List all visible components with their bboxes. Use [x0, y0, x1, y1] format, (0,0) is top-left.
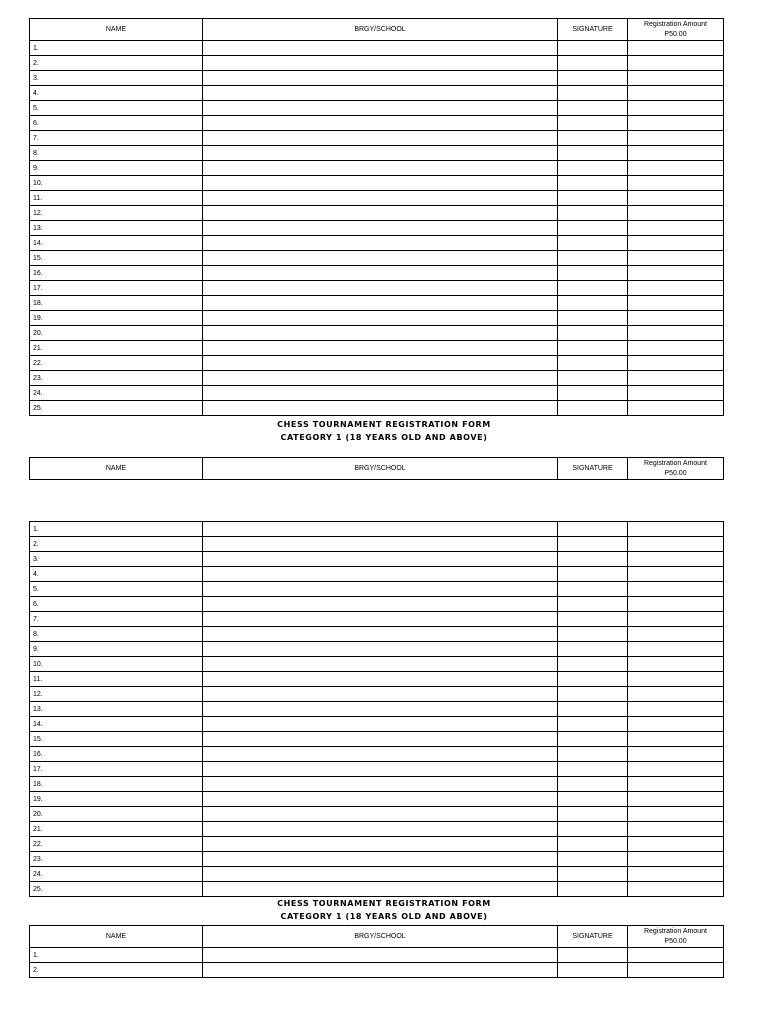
table-header — [30, 926, 724, 948]
brgy-column-header: BRGY/SCHOOL — [203, 458, 558, 480]
registration-amount-cell — [628, 341, 724, 356]
signature-cell — [558, 948, 628, 963]
brgy-school-cell — [203, 948, 558, 963]
registration-amount-cell — [628, 567, 724, 582]
amount-column-header — [628, 458, 724, 480]
brgy-school-cell — [203, 71, 558, 86]
table-row — [30, 948, 724, 963]
signature-cell — [558, 131, 628, 146]
table-row — [30, 56, 724, 71]
brgy-school-cell — [203, 131, 558, 146]
registration-amount-cell — [628, 101, 724, 116]
table-row — [30, 963, 724, 978]
row-number-cell: 18. — [30, 296, 203, 311]
brgy-column-header: BRGY/SCHOOL — [203, 19, 558, 41]
signature-cell — [558, 582, 628, 597]
brgy-school-cell — [203, 747, 558, 762]
table-row — [30, 386, 724, 401]
row-number-cell: 20. — [30, 326, 203, 341]
brgy-school-cell — [203, 341, 558, 356]
registration-amount-cell — [628, 71, 724, 86]
signature-cell — [558, 762, 628, 777]
row-number-cell: 19. — [30, 792, 203, 807]
registration-amount-cell — [628, 882, 724, 897]
row-number-cell: 5. — [30, 101, 203, 116]
signature-cell — [558, 882, 628, 897]
registration-amount-cell — [628, 657, 724, 672]
table-row — [30, 522, 724, 537]
row-number-cell: 14. — [30, 236, 203, 251]
table-row — [30, 852, 724, 867]
registration-amount-cell — [628, 762, 724, 777]
table-row — [30, 401, 724, 416]
signature-cell — [558, 792, 628, 807]
brgy-school-cell — [203, 236, 558, 251]
table-row — [30, 732, 724, 747]
form-title: CHESS TOURNAMENT REGISTRATION FORM — [277, 420, 491, 429]
signature-cell — [558, 101, 628, 116]
row-number-cell: 4. — [30, 86, 203, 101]
table-row — [30, 101, 724, 116]
brgy-school-cell — [203, 963, 558, 978]
amount-column-header — [628, 926, 724, 948]
signature-cell — [558, 963, 628, 978]
signature-cell — [558, 371, 628, 386]
signature-cell — [558, 777, 628, 792]
signature-cell — [558, 657, 628, 672]
brgy-school-cell — [203, 702, 558, 717]
table-header — [30, 458, 724, 480]
row-number-cell: 5. — [30, 582, 203, 597]
table-row — [30, 71, 724, 86]
signature-cell — [558, 567, 628, 582]
brgy-school-cell — [203, 116, 558, 131]
row-number-cell: 1. — [30, 948, 203, 963]
signature-column-header: SIGNATURE — [558, 19, 628, 41]
row-number-cell: 8. — [30, 146, 203, 161]
registration-table-1 — [29, 18, 724, 416]
row-number-cell: 23. — [30, 371, 203, 386]
table-row — [30, 251, 724, 266]
table-row — [30, 236, 724, 251]
row-number-cell: 15. — [30, 732, 203, 747]
signature-cell — [558, 552, 628, 567]
registration-amount-cell — [628, 56, 724, 71]
name-column-header: NAME — [30, 926, 203, 948]
brgy-school-cell — [203, 86, 558, 101]
signature-cell — [558, 221, 628, 236]
table-row — [30, 642, 724, 657]
signature-cell — [558, 251, 628, 266]
row-number-cell: 13. — [30, 221, 203, 236]
row-number-cell: 19. — [30, 311, 203, 326]
table-row — [30, 582, 724, 597]
row-number-cell: 11. — [30, 672, 203, 687]
table-row — [30, 552, 724, 567]
signature-cell — [558, 672, 628, 687]
table-row — [30, 326, 724, 341]
table-row — [30, 161, 724, 176]
table-header — [30, 19, 724, 41]
registration-amount-cell — [628, 206, 724, 221]
brgy-school-cell — [203, 146, 558, 161]
registration-table-3 — [29, 925, 724, 978]
row-number-cell: 9. — [30, 642, 203, 657]
signature-cell — [558, 341, 628, 356]
signature-cell — [558, 837, 628, 852]
signature-cell — [558, 822, 628, 837]
row-number-cell: 23. — [30, 852, 203, 867]
row-number-cell: 20. — [30, 807, 203, 822]
row-number-cell: 6. — [30, 116, 203, 131]
registration-amount-cell — [628, 86, 724, 101]
row-number-cell: 2. — [30, 56, 203, 71]
signature-cell — [558, 747, 628, 762]
registration-amount-cell — [628, 236, 724, 251]
signature-cell — [558, 386, 628, 401]
amount-header-label: Registration Amount — [643, 21, 708, 29]
registration-amount-cell — [628, 732, 724, 747]
signature-cell — [558, 867, 628, 882]
amount-header-value: P50.00 — [664, 30, 687, 38]
brgy-school-cell — [203, 732, 558, 747]
brgy-school-cell — [203, 582, 558, 597]
row-number-cell: 22. — [30, 356, 203, 371]
brgy-school-cell — [203, 522, 558, 537]
amount-header-label: Registration Amount — [643, 460, 708, 468]
amount-column-header — [628, 19, 724, 41]
brgy-school-cell — [203, 597, 558, 612]
registration-amount-cell — [628, 356, 724, 371]
registration-amount-cell — [628, 807, 724, 822]
signature-cell — [558, 146, 628, 161]
signature-column-header: SIGNATURE — [558, 458, 628, 480]
row-number-cell: 2. — [30, 537, 203, 552]
row-number-cell: 21. — [30, 822, 203, 837]
table-row — [30, 116, 724, 131]
registration-amount-cell — [628, 146, 724, 161]
brgy-school-cell — [203, 777, 558, 792]
table-row — [30, 371, 724, 386]
brgy-school-cell — [203, 792, 558, 807]
signature-cell — [558, 206, 628, 221]
table-row — [30, 867, 724, 882]
row-number-cell: 2. — [30, 963, 203, 978]
brgy-school-cell — [203, 221, 558, 236]
signature-cell — [558, 41, 628, 56]
table-row — [30, 777, 724, 792]
signature-cell — [558, 356, 628, 371]
table-row — [30, 537, 724, 552]
row-number-cell: 22. — [30, 837, 203, 852]
registration-amount-cell — [628, 777, 724, 792]
signature-cell — [558, 56, 628, 71]
signature-cell — [558, 687, 628, 702]
row-number-cell: 11. — [30, 191, 203, 206]
row-number-cell: 12. — [30, 206, 203, 221]
brgy-school-cell — [203, 867, 558, 882]
registration-amount-cell — [628, 386, 724, 401]
registration-amount-cell — [628, 702, 724, 717]
row-number-cell: 3. — [30, 71, 203, 86]
table-row — [30, 567, 724, 582]
signature-cell — [558, 612, 628, 627]
registration-amount-cell — [628, 116, 724, 131]
brgy-school-cell — [203, 41, 558, 56]
table-row — [30, 341, 724, 356]
signature-cell — [558, 86, 628, 101]
table-row — [30, 146, 724, 161]
row-number-cell: 7. — [30, 612, 203, 627]
row-number-cell: 4. — [30, 567, 203, 582]
amount-header-value: P50.00 — [664, 937, 687, 945]
registration-amount-cell — [628, 582, 724, 597]
table-row — [30, 672, 724, 687]
signature-cell — [558, 281, 628, 296]
name-column-header: NAME — [30, 458, 203, 480]
registration-amount-cell — [628, 131, 724, 146]
brgy-school-cell — [203, 627, 558, 642]
amount-header-value: P50.00 — [664, 469, 687, 477]
row-number-cell: 6. — [30, 597, 203, 612]
registration-amount-cell — [628, 948, 724, 963]
registration-amount-cell — [628, 537, 724, 552]
signature-cell — [558, 807, 628, 822]
brgy-school-cell — [203, 552, 558, 567]
brgy-school-cell — [203, 537, 558, 552]
row-number-cell: 13. — [30, 702, 203, 717]
signature-cell — [558, 266, 628, 281]
row-number-cell: 1. — [30, 41, 203, 56]
brgy-school-cell — [203, 401, 558, 416]
row-number-cell: 7. — [30, 131, 203, 146]
table-row — [30, 882, 724, 897]
brgy-school-cell — [203, 266, 558, 281]
row-number-cell: 15. — [30, 251, 203, 266]
table-row — [30, 86, 724, 101]
brgy-school-cell — [203, 567, 558, 582]
registration-amount-cell — [628, 852, 724, 867]
table-row — [30, 221, 724, 236]
registration-amount-cell — [628, 266, 724, 281]
brgy-school-cell — [203, 807, 558, 822]
brgy-school-cell — [203, 717, 558, 732]
signature-cell — [558, 852, 628, 867]
row-number-cell: 1. — [30, 522, 203, 537]
registration-amount-cell — [628, 867, 724, 882]
registration-table-2-header — [29, 457, 724, 480]
registration-amount-cell — [628, 281, 724, 296]
signature-cell — [558, 326, 628, 341]
brgy-school-cell — [203, 251, 558, 266]
brgy-school-cell — [203, 206, 558, 221]
brgy-school-cell — [203, 56, 558, 71]
registration-amount-cell — [628, 326, 724, 341]
registration-amount-cell — [628, 41, 724, 56]
registration-amount-cell — [628, 612, 724, 627]
name-column-header: NAME — [30, 19, 203, 41]
registration-amount-cell — [628, 552, 724, 567]
row-number-cell: 17. — [30, 762, 203, 777]
brgy-school-cell — [203, 356, 558, 371]
table-row — [30, 281, 724, 296]
table-row — [30, 266, 724, 281]
signature-cell — [558, 311, 628, 326]
signature-cell — [558, 176, 628, 191]
signature-cell — [558, 627, 628, 642]
table-row — [30, 822, 724, 837]
row-number-cell: 14. — [30, 717, 203, 732]
signature-cell — [558, 296, 628, 311]
signature-cell — [558, 161, 628, 176]
signature-cell — [558, 401, 628, 416]
brgy-school-cell — [203, 642, 558, 657]
registration-amount-cell — [628, 191, 724, 206]
table-row — [30, 837, 724, 852]
table-row — [30, 296, 724, 311]
registration-amount-cell — [628, 522, 724, 537]
row-number-cell: 16. — [30, 266, 203, 281]
brgy-school-cell — [203, 612, 558, 627]
table-row — [30, 41, 724, 56]
row-number-cell: 9. — [30, 161, 203, 176]
brgy-school-cell — [203, 101, 558, 116]
row-number-cell: 24. — [30, 867, 203, 882]
table-row — [30, 717, 724, 732]
brgy-school-cell — [203, 191, 558, 206]
brgy-school-cell — [203, 882, 558, 897]
registration-amount-cell — [628, 176, 724, 191]
row-number-cell: 21. — [30, 341, 203, 356]
signature-cell — [558, 522, 628, 537]
brgy-school-cell — [203, 161, 558, 176]
row-number-cell: 12. — [30, 687, 203, 702]
table-row — [30, 762, 724, 777]
row-number-cell: 3. — [30, 552, 203, 567]
table-row — [30, 176, 724, 191]
row-number-cell: 25. — [30, 882, 203, 897]
table-row — [30, 627, 724, 642]
registration-amount-cell — [628, 717, 724, 732]
table-row — [30, 311, 724, 326]
table-row — [30, 702, 724, 717]
table-row — [30, 807, 724, 822]
signature-cell — [558, 597, 628, 612]
brgy-school-cell — [203, 281, 558, 296]
signature-cell — [558, 732, 628, 747]
table-row — [30, 747, 724, 762]
registration-amount-cell — [628, 822, 724, 837]
registration-amount-cell — [628, 161, 724, 176]
registration-table-2 — [29, 521, 724, 897]
row-number-cell: 10. — [30, 176, 203, 191]
registration-amount-cell — [628, 597, 724, 612]
brgy-school-cell — [203, 311, 558, 326]
form-title: CHESS TOURNAMENT REGISTRATION FORM — [277, 899, 491, 908]
table-row — [30, 356, 724, 371]
table-row — [30, 612, 724, 627]
registration-amount-cell — [628, 401, 724, 416]
brgy-column-header: BRGY/SCHOOL — [203, 926, 558, 948]
brgy-school-cell — [203, 672, 558, 687]
row-number-cell: 16. — [30, 747, 203, 762]
registration-amount-cell — [628, 963, 724, 978]
row-number-cell: 10. — [30, 657, 203, 672]
signature-cell — [558, 236, 628, 251]
table-row — [30, 657, 724, 672]
registration-amount-cell — [628, 221, 724, 236]
brgy-school-cell — [203, 326, 558, 341]
row-number-cell: 24. — [30, 386, 203, 401]
form-subtitle: CATEGORY 1 (18 YEARS OLD AND ABOVE) — [280, 433, 488, 442]
registration-amount-cell — [628, 296, 724, 311]
signature-cell — [558, 702, 628, 717]
row-number-cell: 17. — [30, 281, 203, 296]
registration-amount-cell — [628, 837, 724, 852]
row-number-cell: 8. — [30, 627, 203, 642]
registration-amount-cell — [628, 627, 724, 642]
table-row — [30, 191, 724, 206]
row-number-cell: 25. — [30, 401, 203, 416]
brgy-school-cell — [203, 386, 558, 401]
brgy-school-cell — [203, 687, 558, 702]
registration-amount-cell — [628, 792, 724, 807]
registration-amount-cell — [628, 251, 724, 266]
table-row — [30, 597, 724, 612]
registration-amount-cell — [628, 672, 724, 687]
registration-amount-cell — [628, 642, 724, 657]
row-number-cell: 18. — [30, 777, 203, 792]
registration-amount-cell — [628, 311, 724, 326]
signature-cell — [558, 116, 628, 131]
signature-cell — [558, 191, 628, 206]
signature-cell — [558, 642, 628, 657]
table-row — [30, 131, 724, 146]
brgy-school-cell — [203, 371, 558, 386]
registration-amount-cell — [628, 371, 724, 386]
signature-cell — [558, 537, 628, 552]
brgy-school-cell — [203, 176, 558, 191]
table-row — [30, 687, 724, 702]
brgy-school-cell — [203, 296, 558, 311]
brgy-school-cell — [203, 822, 558, 837]
registration-amount-cell — [628, 687, 724, 702]
brgy-school-cell — [203, 657, 558, 672]
table-row — [30, 206, 724, 221]
brgy-school-cell — [203, 762, 558, 777]
signature-column-header: SIGNATURE — [558, 926, 628, 948]
form-subtitle: CATEGORY 1 (18 YEARS OLD AND ABOVE) — [280, 912, 488, 921]
signature-cell — [558, 71, 628, 86]
signature-cell — [558, 717, 628, 732]
brgy-school-cell — [203, 837, 558, 852]
registration-amount-cell — [628, 747, 724, 762]
amount-header-label: Registration Amount — [643, 928, 708, 936]
table-row — [30, 792, 724, 807]
brgy-school-cell — [203, 852, 558, 867]
